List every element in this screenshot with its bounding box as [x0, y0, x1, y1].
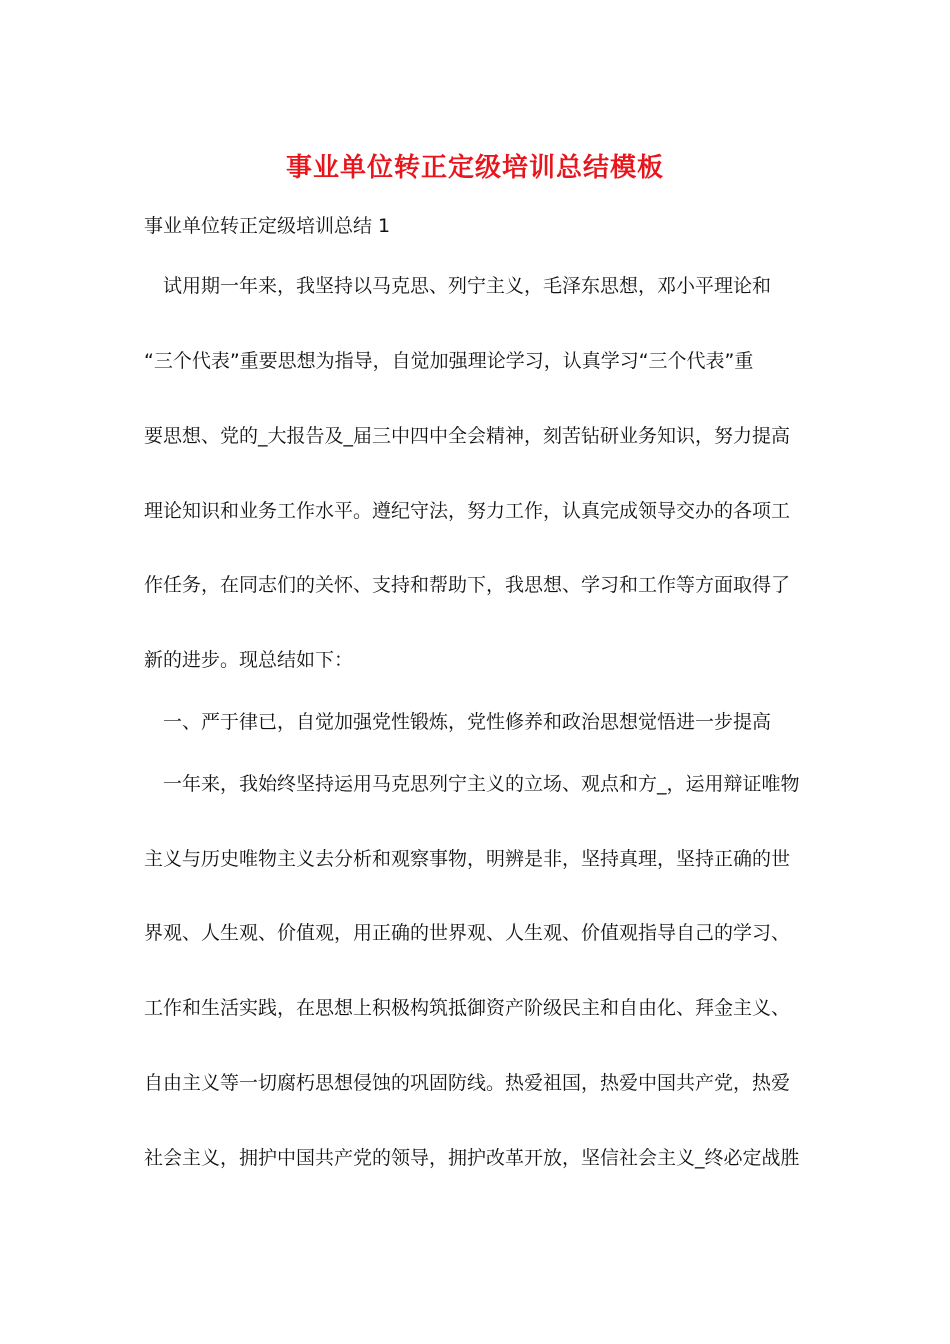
document-title: 事业单位转正定级培训总结模板 [285, 153, 664, 183]
paragraph-line: 界观、人生观、价值观，用正确的世界观、人生观、价值观指导自己的学习、 [144, 922, 791, 944]
paragraph-line: 一年来，我始终坚持运用马克思列宁主义的立场、观点和方_，运用辩证唯物 [163, 773, 800, 795]
paragraph-line: “三个代表”重要思想为指导，自觉加强理论学习，认真学习“三个代表”重 [144, 350, 754, 372]
paragraph-line: 工作和生活实践，在思想上积极构筑抵御资产阶级民主和自由化、拜金主义、 [144, 997, 791, 1019]
paragraph-line: 试用期一年来，我坚持以马克思、列宁主义，毛泽东思想，邓小平理论和 [163, 275, 772, 297]
paragraph-line: 一、严于律已，自觉加强党性锻炼，党性修养和政治思想觉悟进一步提高 [163, 711, 772, 733]
paragraph-line: 作任务，在同志们的关怀、支持和帮助下，我思想、学习和工作等方面取得了 [144, 574, 791, 596]
paragraph-line: 社会主义，拥护中国共产党的领导，拥护改革开放，坚信社会主义_终必定战胜 [144, 1147, 800, 1169]
paragraph-line: 主义与历史唯物主义去分析和观察事物，明辨是非，坚持真理，坚持正确的世 [144, 848, 791, 870]
paragraph-line: 理论知识和业务工作水平。遵纪守法，努力工作，认真完成领导交办的各项工 [144, 500, 791, 522]
paragraph-line: 要思想、党的_大报告及_届三中四中全会精神，刻苦钻研业务知识，努力提高 [144, 425, 791, 447]
paragraph-line: 自由主义等一切腐朽思想侵蚀的巩固防线。热爱祖国，热爱中国共产党，热爱 [144, 1072, 791, 1094]
section-heading: 事业单位转正定级培训总结 1 [144, 215, 391, 237]
paragraph-line: 新的进步。现总结如下： [144, 649, 354, 671]
